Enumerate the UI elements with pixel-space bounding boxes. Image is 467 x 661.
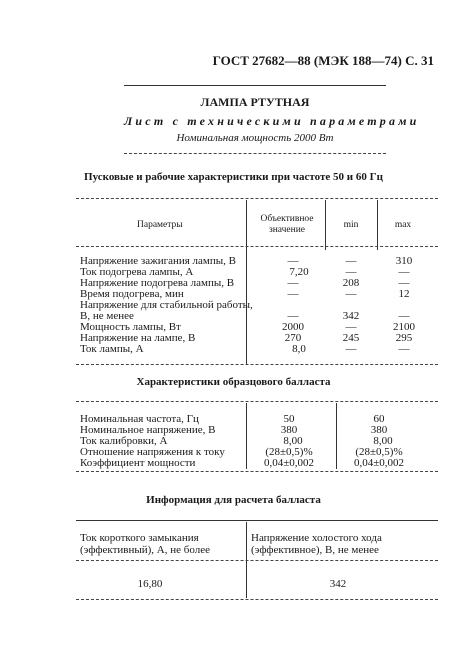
row-value-50: 50 bbox=[283, 413, 295, 425]
table3-top-rule bbox=[76, 520, 438, 521]
row-min: 208 bbox=[342, 277, 360, 289]
row-max: — bbox=[398, 277, 410, 289]
row-objective: — bbox=[287, 310, 299, 322]
row-max: 12 bbox=[398, 288, 410, 300]
row-objective: 2000 bbox=[282, 321, 304, 333]
table1-caption: Пусковые и рабочие характеристики при частоте 50 и 60 Гц bbox=[84, 171, 383, 183]
row-max: — bbox=[398, 310, 410, 322]
table1-header-objective: Объективное значение bbox=[260, 214, 314, 235]
row-max: — bbox=[398, 266, 410, 278]
table2-caption: Характеристики образцового балласта bbox=[136, 376, 331, 388]
row-param: В, не менее bbox=[80, 310, 134, 322]
table1-header-params: Параметры bbox=[137, 220, 183, 230]
open-circuit-voltage-label: Напряжение холостого хода bbox=[251, 532, 382, 544]
short-circuit-current-value: 16,80 bbox=[137, 578, 163, 590]
table3-caption: Информация для расчета балласта bbox=[146, 494, 321, 506]
row-objective: 8,0 bbox=[292, 343, 306, 355]
row-param: Время подогрева, мин bbox=[80, 288, 184, 300]
nominal-power: Номинальная мощность 2000 Вт bbox=[176, 132, 334, 144]
table2-bottom-rule bbox=[76, 471, 438, 472]
short-circuit-current-label: Ток короткого замыкания bbox=[80, 532, 199, 544]
row-param: Коэффициент мощности bbox=[80, 457, 196, 469]
gost-header: ГОСТ 27682—88 (МЭК 188—74) С. 31 bbox=[212, 53, 434, 68]
row-param: Напряжение для стабильной работы, bbox=[80, 299, 253, 311]
row-max: 295 bbox=[395, 332, 413, 344]
row-max: 310 bbox=[395, 255, 413, 267]
row-min: — bbox=[345, 255, 357, 267]
row-max: 2100 bbox=[393, 321, 415, 333]
title-box-top bbox=[124, 85, 386, 86]
row-value-50: 8,00 bbox=[283, 435, 303, 447]
row-min: — bbox=[345, 266, 357, 278]
row-param: Мощность лампы, Вт bbox=[80, 321, 181, 333]
row-max: — bbox=[398, 343, 410, 355]
row-min: 342 bbox=[342, 310, 360, 322]
row-param: Номинальная частота, Гц bbox=[80, 413, 199, 425]
row-objective: 270 bbox=[284, 332, 302, 344]
row-value-60: 0,04±0,002 bbox=[353, 457, 405, 469]
table2-col-divider bbox=[336, 403, 337, 469]
row-value-60: 380 bbox=[370, 424, 388, 436]
row-min: — bbox=[345, 321, 357, 333]
row-value-60: (28±0,5)% bbox=[355, 446, 403, 458]
row-min: — bbox=[345, 343, 357, 355]
table3-mid-rule bbox=[76, 560, 438, 561]
table1-top-rule bbox=[76, 198, 438, 199]
table2-col-divider bbox=[246, 403, 247, 469]
table1-col-divider bbox=[246, 200, 247, 365]
row-min: — bbox=[345, 288, 357, 300]
row-objective: — bbox=[287, 255, 299, 267]
row-objective: — bbox=[287, 277, 299, 289]
row-param: Напряжение подогрева лампы, В bbox=[80, 277, 235, 289]
row-value-50: 380 bbox=[280, 424, 298, 436]
table1-bottom-rule bbox=[76, 364, 438, 365]
row-min: 245 bbox=[342, 332, 360, 344]
row-param: Ток калибровки, А bbox=[80, 435, 168, 447]
sheet-title: ЛАМПА РТУТНАЯ bbox=[200, 95, 310, 109]
row-param: Отношение напряжения к току bbox=[80, 446, 225, 458]
row-value-60: 8,00 bbox=[373, 435, 393, 447]
row-param: Напряжение зажигания лампы, В bbox=[80, 255, 237, 267]
row-value-50: (28±0,5)% bbox=[265, 446, 313, 458]
table1-header-max: max bbox=[394, 220, 412, 230]
table1-header-rule bbox=[76, 246, 438, 247]
row-objective: 7,20 bbox=[289, 266, 309, 278]
title-box-bottom bbox=[124, 153, 386, 154]
row-value-50: 0,04±0,002 bbox=[263, 457, 315, 469]
row-param: Напряжение на лампе, В bbox=[80, 332, 196, 344]
sheet-subtitle: Лист с техническими параметрами bbox=[124, 114, 420, 128]
short-circuit-current-label-cont: (эффективный), А, не более bbox=[80, 544, 210, 556]
table3-bottom-rule bbox=[76, 599, 438, 600]
row-param: Ток лампы, А bbox=[80, 343, 144, 355]
row-param: Номинальное напряжение, В bbox=[80, 424, 216, 436]
row-param: Ток подогрева лампы, А bbox=[80, 266, 194, 278]
row-value-60: 60 bbox=[373, 413, 385, 425]
open-circuit-voltage-label-cont: (эффективное), В, не менее bbox=[251, 544, 379, 556]
table1-header-min: min bbox=[343, 220, 359, 230]
row-objective: — bbox=[287, 288, 299, 300]
table2-top-rule bbox=[76, 401, 438, 402]
open-circuit-voltage-value: 342 bbox=[329, 578, 347, 590]
